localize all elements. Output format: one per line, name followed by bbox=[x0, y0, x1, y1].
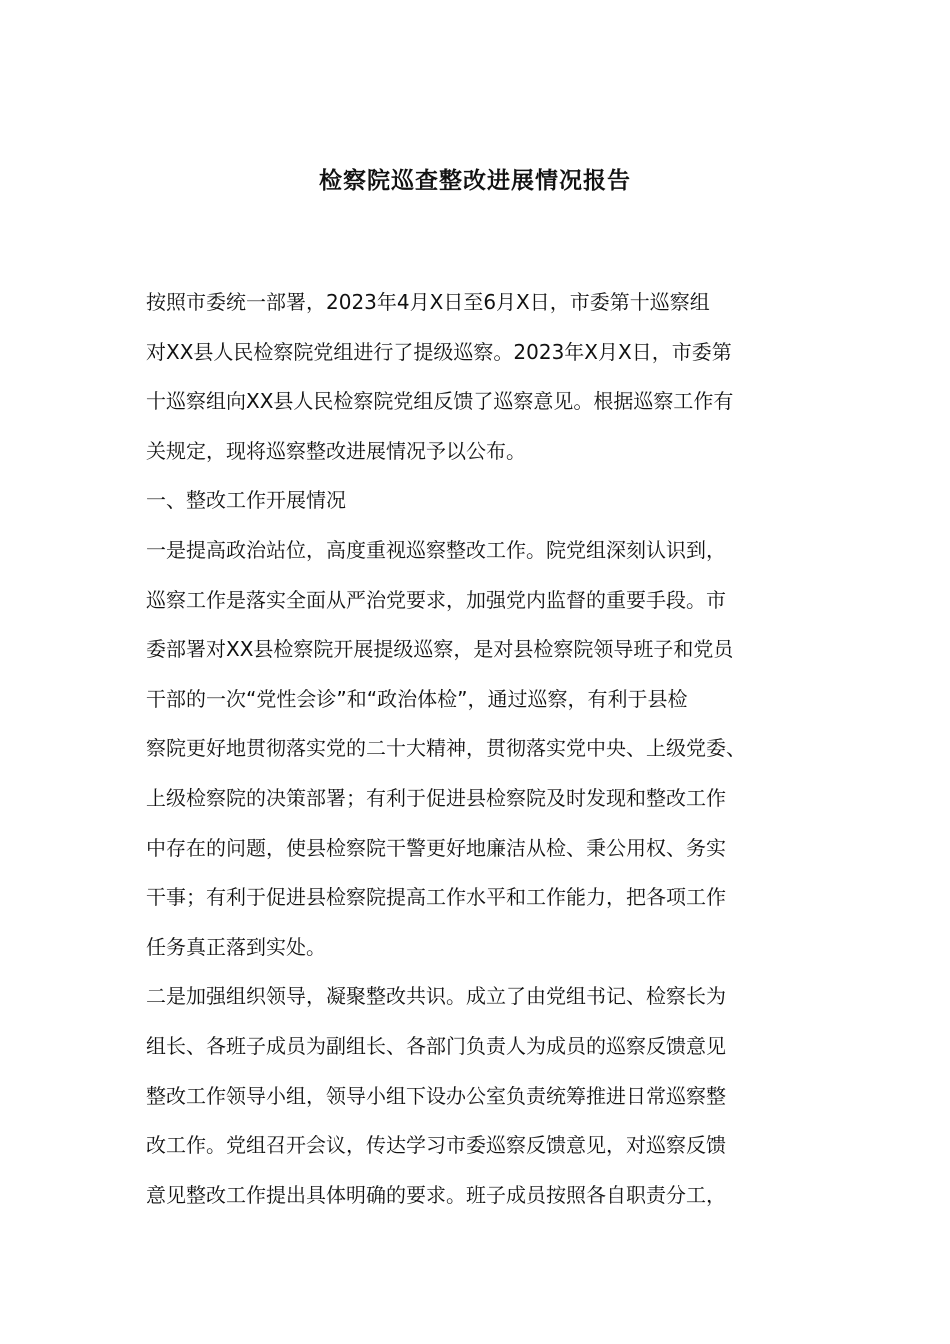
body-line: 中存在的问题，使县检察院干警更好地廉洁从检、秉公用权、务实 bbox=[146, 835, 726, 860]
body-line: 二是加强组织领导，凝聚整改共识。成立了由党组书记、检察长为 bbox=[146, 984, 726, 1009]
body-line: 按照市委统一部署，2023年4月X日至6月X日，市委第十巡察组 bbox=[146, 290, 710, 314]
document-body bbox=[146, 278, 836, 1220]
body-line: 上级检察院的决策部署；有利于促进县检察院及时发现和整改工作 bbox=[146, 785, 726, 810]
document-title: 检察院巡查整改进展情况报告 bbox=[319, 167, 631, 194]
body-line: 整改工作领导小组，领导小组下设办公室负责统筹推进日常巡察整 bbox=[146, 1083, 726, 1108]
section-heading: 一、整改工作开展情况 bbox=[146, 488, 346, 513]
body-line: 察院更好地贯彻落实党的二十大精神，贯彻落实党中央、上级党委、 bbox=[146, 736, 746, 761]
body-line: 改工作。党组召开会议，传达学习市委巡察反馈意见，对巡察反馈 bbox=[146, 1133, 726, 1158]
body-line: 十巡察组向XX县人民检察院党组反馈了巡察意见。根据巡察工作有 bbox=[146, 389, 734, 414]
body-line: 组长、各班子成员为副组长、各部门负责人为成员的巡察反馈意见 bbox=[146, 1033, 726, 1058]
body-line: 干部的一次“党性会诊”和“政治体检”，通过巡察，有利于县检 bbox=[146, 686, 688, 711]
body-line: 关规定，现将巡察整改进展情况予以公布。 bbox=[146, 438, 526, 463]
body-line: 委部署对XX县检察院开展提级巡察，是对县检察院领导班子和党员 bbox=[146, 637, 734, 662]
body-line: 巡察工作是落实全面从严治党要求，加强党内监督的重要手段。市 bbox=[146, 587, 726, 612]
body-line: 对XX县人民检察院党组进行了提级巡察。2023年X月X日，市委第 bbox=[146, 339, 732, 364]
body-line: 一是提高政治站位，高度重视巡察整改工作。院党组深刻认识到， bbox=[146, 537, 726, 562]
body-line: 任务真正落到实处。 bbox=[146, 934, 326, 959]
body-line: 干事；有利于促进县检察院提高工作水平和工作能力，把各项工作 bbox=[146, 885, 726, 910]
body-line: 意见整改工作提出具体明确的要求。班子成员按照各自职责分工， bbox=[146, 1182, 726, 1207]
